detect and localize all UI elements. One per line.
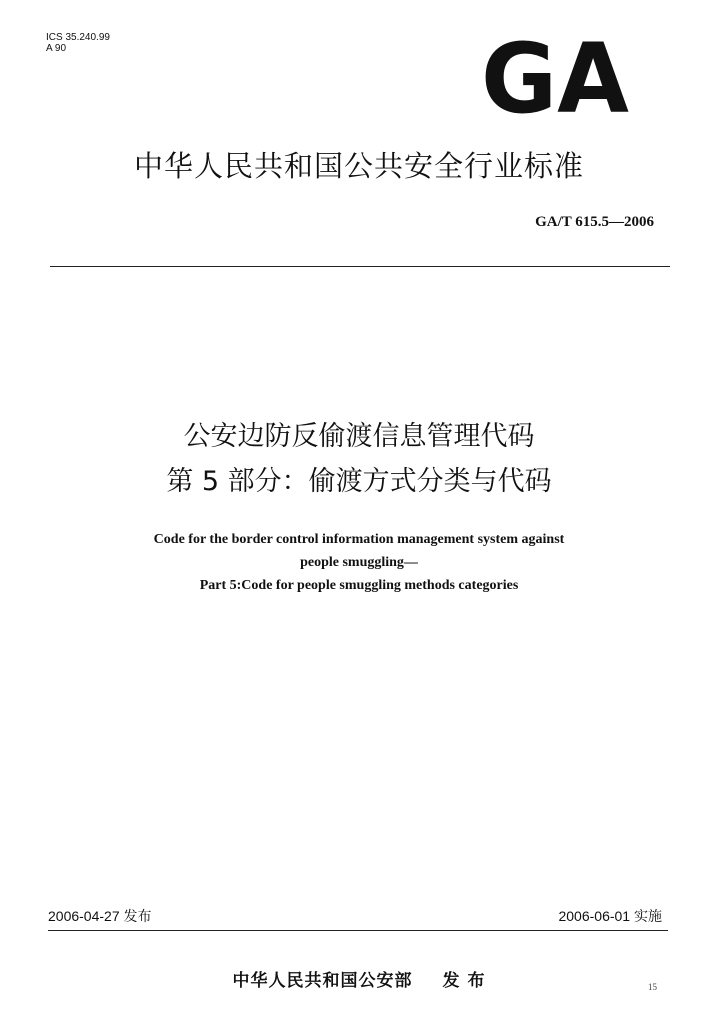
- bottom-divider: [48, 930, 668, 931]
- english-title-line-1: Code for the border control information management system against: [153, 532, 565, 547]
- english-title-line-3: Part 5:Code for people smuggling methods categories: [199, 578, 519, 593]
- publisher-line: [0, 966, 718, 991]
- standard-title: 中华人民共和国公共安全行业标准: [133, 149, 584, 183]
- logo-text: GA: [481, 40, 629, 116]
- english-title-line-2: people smuggling—: [300, 555, 418, 570]
- issue-date: 2006-04-27 发布: [48, 908, 152, 924]
- chinese-title: [0, 414, 718, 504]
- top-divider: [50, 266, 670, 267]
- chinese-title-line-1: 公安边防反偷渡信息管理代码: [183, 421, 535, 452]
- publisher-name: 中华人民共和国公安部: [232, 971, 413, 991]
- classification-codes: [46, 32, 110, 54]
- publish-label: 发 布: [442, 971, 486, 991]
- standard-number: GA/T 615.5—2006: [535, 214, 654, 230]
- english-title: [0, 528, 718, 597]
- implementation-date: 2006-06-01 实施: [558, 908, 662, 924]
- chinese-title-line-2: 第 5 部分：偷渡方式分类与代码: [166, 466, 552, 497]
- page-number: 15: [648, 982, 657, 992]
- ga-logo: [480, 40, 630, 116]
- ics-code: ICS 35.240.99: [46, 32, 110, 43]
- classification-code: A 90: [46, 43, 67, 54]
